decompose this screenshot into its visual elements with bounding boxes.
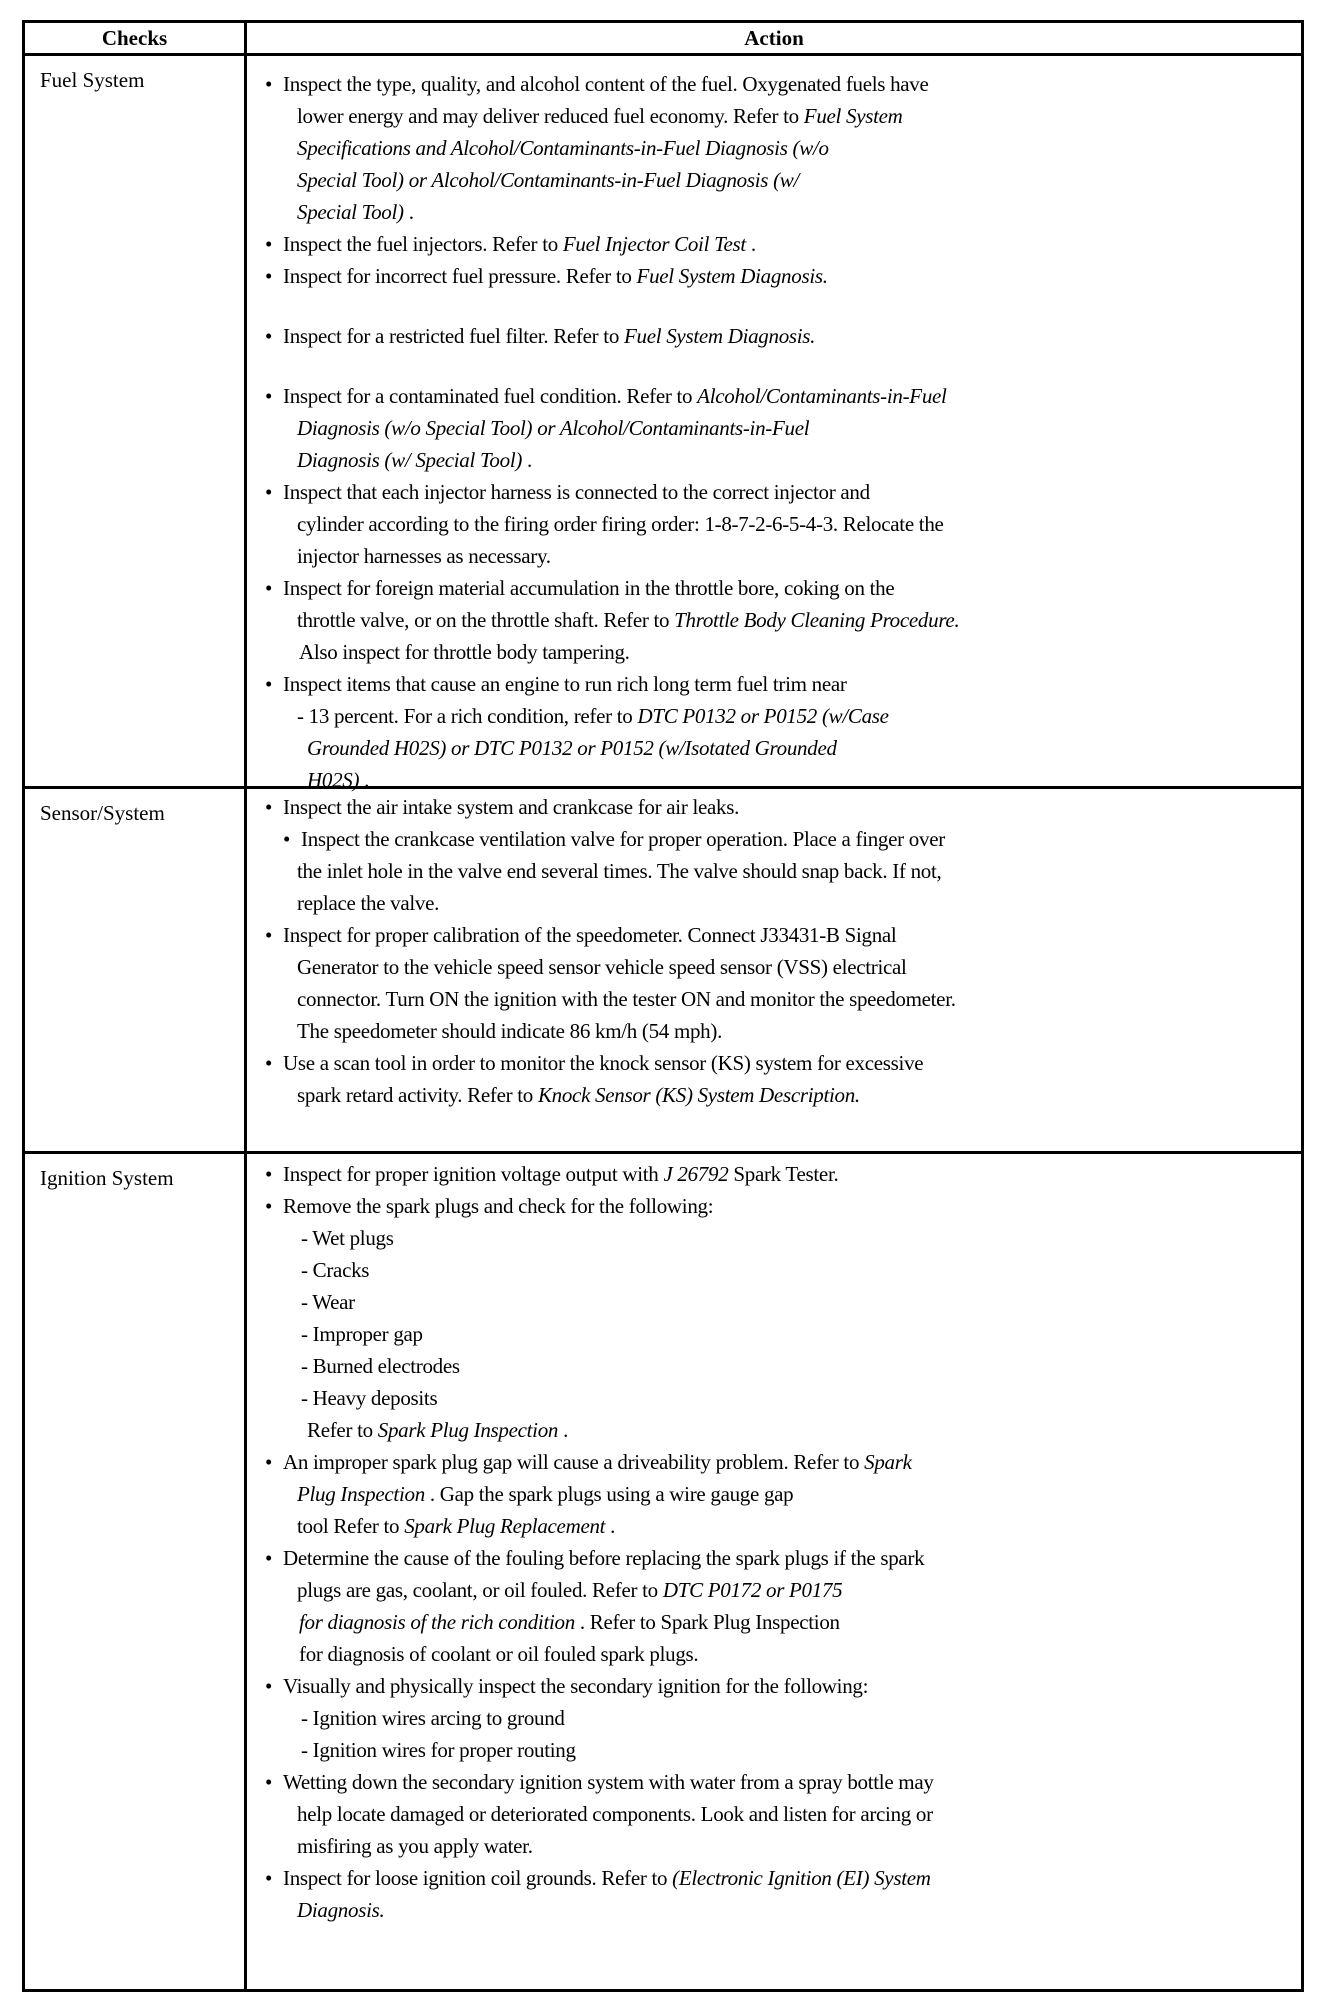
action-line [265, 923, 896, 947]
action-line [297, 168, 799, 192]
reference-text: Fuel System [803, 104, 903, 128]
bullet-marker: • [265, 324, 273, 348]
reference-text: Special Tool) or Alcohol/Contaminants-in-Fuel Diagnosis (w/ [297, 168, 800, 192]
reference-text: Diagnosis (w/ Special Tool) [297, 448, 523, 472]
action-cell [246, 55, 1303, 792]
line-text: Wetting down the secondary ignition system with water from a spray bottle may [283, 1770, 934, 1794]
reference-text: H02S) [307, 768, 360, 792]
line-text: the inlet hole in the valve end several times. The valve should snap back. If not, [297, 859, 942, 883]
bullet-marker: • [265, 1770, 273, 1794]
bullet-marker: • [265, 1546, 273, 1570]
line-text: . [558, 1418, 569, 1442]
action-line [297, 136, 829, 160]
action-line [297, 955, 907, 979]
reference-text: Spark Plug Inspection [377, 1418, 559, 1442]
bullet-marker: • [265, 1162, 273, 1186]
action-line [307, 1418, 568, 1442]
action-line [297, 891, 439, 915]
action-line [299, 1610, 840, 1634]
check-cell: Sensor/System [24, 788, 246, 1153]
line-text: help locate damaged or deteriorated components. Look and listen for arcing or [297, 1802, 933, 1826]
line-text: Use a scan tool in order to monitor the knock sensor (KS) system for excessive [283, 1051, 924, 1075]
line-text: lower energy and may deliver reduced fuel economy. Refer to [297, 104, 804, 128]
reference-text: Alcohol/Contaminants-in-Fuel [697, 384, 947, 408]
reference-text: Plug Inspection [297, 1482, 425, 1506]
action-line [301, 1290, 355, 1314]
line-text: Remove the spark plugs and check for the following: [283, 1194, 714, 1218]
check-cell: Fuel System [24, 55, 246, 788]
line-text: Generator to the vehicle speed sensor vehicle speed sensor (VSS) electrical [297, 955, 907, 979]
bullet-marker: • [265, 264, 273, 288]
bullet-marker: • [265, 1051, 273, 1075]
reference-text: DTC P0172 or P0175 [662, 1578, 843, 1602]
line-text: Spark Tester. [728, 1162, 839, 1186]
reference-text: Diagnosis (w/o Special Tool) or Alcohol/Contaminants-in-Fuel [297, 416, 810, 440]
bullet-marker: • [265, 384, 273, 408]
action-line [301, 1226, 394, 1250]
action-line [265, 232, 756, 256]
line-text: misfiring as you apply water. [297, 1834, 533, 1858]
action-line [297, 512, 944, 536]
line-text: Inspect for a contaminated fuel condition. Refer to [283, 384, 698, 408]
line-text: . [605, 1514, 616, 1538]
action-line [297, 1834, 533, 1858]
line-text: connector. Turn ON the ignition with the tester ON and monitor the speedometer. [297, 987, 956, 1011]
action-line [297, 1083, 860, 1107]
reference-text: DTC P0132 or P0152 (w/Case [637, 704, 889, 728]
action-line [265, 1450, 912, 1474]
action-line [297, 987, 956, 1011]
action-line [297, 416, 809, 440]
line-text: tool Refer to [297, 1514, 405, 1538]
reference-text: Diagnosis. [297, 1898, 385, 1922]
action-line [265, 576, 894, 600]
line-text: . [522, 448, 532, 472]
action-header: Action [246, 22, 1303, 55]
bullet-marker: • [265, 232, 273, 256]
reference-text: Specifications and Alcohol/Contaminants-in-Fuel Diagnosis (w/o [297, 136, 829, 160]
line-text: - Burned electrodes [301, 1354, 460, 1378]
action-cell [246, 788, 1303, 1153]
action-line [265, 1051, 923, 1075]
checks-action-table [22, 20, 1304, 1992]
reference-text: (Electronic Ignition (EI) System [672, 1866, 931, 1890]
line-text: Also inspect for throttle body tampering. [299, 640, 630, 664]
action-line [265, 72, 929, 96]
action-lines [247, 1154, 1301, 1989]
line-text: Inspect for proper ignition voltage output with [283, 1162, 664, 1186]
bullet-marker: • [283, 827, 291, 851]
table-row-fuel-system [24, 55, 1303, 788]
action-line [297, 104, 903, 128]
reference-text: Spark Plug Replacement [404, 1514, 606, 1538]
action-line [297, 859, 942, 883]
reference-text: Grounded H02S) or DTC P0132 or P0152 (w/Isotated Grounded [307, 736, 837, 760]
action-line [265, 1194, 713, 1218]
action-line [297, 1898, 384, 1922]
action-line [299, 1642, 698, 1666]
line-text: Inspect for a restricted fuel filter. Refer to [283, 324, 624, 348]
action-lines [247, 789, 1301, 1151]
line-text: spark retard activity. Refer to [297, 1083, 538, 1107]
action-line [297, 1019, 722, 1043]
bullet-marker: • [265, 1674, 273, 1698]
bullet-marker: • [265, 923, 273, 947]
line-text: . [403, 200, 414, 224]
action-line [265, 1162, 838, 1186]
action-line [297, 1802, 933, 1826]
line-text: . [745, 232, 756, 256]
line-text: Inspect items that cause an engine to run rich long term fuel trim near [283, 672, 847, 696]
action-line [297, 1514, 615, 1538]
line-text: Inspect for foreign material accumulation in the throttle bore, coking on the [283, 576, 895, 600]
bullet-marker: • [265, 1450, 273, 1474]
action-line [301, 1706, 565, 1730]
line-text: - Wet plugs [301, 1226, 394, 1250]
action-line [301, 1738, 576, 1762]
action-line [297, 608, 959, 632]
action-line [265, 384, 947, 408]
line-text: plugs are gas, coolant, or oil fouled. Refer to [297, 1578, 663, 1602]
line-text: throttle valve, or on the throttle shaft. Refer to [297, 608, 675, 632]
bullet-marker: • [265, 795, 273, 819]
line-text: replace the valve. [297, 891, 440, 915]
bullet-marker: • [265, 1866, 273, 1890]
line-text: Inspect the air intake system and crankcase for air leaks. [283, 795, 740, 819]
reference-text: Fuel Injector Coil Test [562, 232, 746, 256]
reference-text: Throttle Body Cleaning Procedure. [674, 608, 960, 632]
bullet-marker: • [265, 672, 273, 696]
line-text: Determine the cause of the fouling before replacing the spark plugs if the spark [283, 1546, 925, 1570]
action-line [265, 480, 870, 504]
action-line [265, 1866, 931, 1890]
line-text: - Ignition wires for proper routing [301, 1738, 576, 1762]
action-line [265, 324, 815, 348]
action-line [265, 1770, 934, 1794]
action-line [265, 1546, 924, 1570]
action-line [297, 200, 414, 224]
table-row-sensor-system [24, 788, 1303, 1153]
action-line [297, 544, 551, 568]
action-line [297, 1578, 842, 1602]
line-text: Inspect the crankcase ventilation valve for proper operation. Place a finger over [301, 827, 945, 851]
action-cell [246, 1153, 1303, 1991]
line-text: Inspect the type, quality, and alcohol content of the fuel. Oxygenated fuels have [283, 72, 929, 96]
action-line [265, 264, 828, 288]
action-line [301, 1386, 437, 1410]
line-text: - Improper gap [301, 1322, 423, 1346]
action-line [297, 1482, 793, 1506]
action-line [297, 704, 889, 728]
action-lines [247, 56, 1301, 792]
action-line [301, 1322, 423, 1346]
action-line [265, 672, 847, 696]
line-text: Visually and physically inspect the secondary ignition for the following: [283, 1674, 869, 1698]
line-text: . Refer to Spark Plug Inspection [574, 1610, 840, 1634]
checks-header: Checks [24, 22, 246, 55]
line-text: Inspect for loose ignition coil grounds. Refer to [283, 1866, 673, 1890]
line-text: - Heavy deposits [301, 1386, 438, 1410]
action-line [265, 1674, 868, 1698]
reference-text: for diagnosis of the rich condition [299, 1610, 575, 1634]
reference-text: Spark [864, 1450, 912, 1474]
reference-text: Fuel System Diagnosis. [636, 264, 828, 288]
line-text: injector harnesses as necessary. [297, 544, 551, 568]
header-row [24, 22, 1303, 55]
line-text: for diagnosis of coolant or oil fouled spark plugs. [299, 1642, 699, 1666]
line-text: Inspect for incorrect fuel pressure. Refer to [283, 264, 637, 288]
line-text: - Ignition wires arcing to ground [301, 1706, 565, 1730]
line-text: Inspect that each injector harness is connected to the correct injector and [283, 480, 870, 504]
bullet-marker: • [265, 72, 273, 96]
action-line [301, 1258, 369, 1282]
line-text: The speedometer should indicate 86 km/h (54 mph). [297, 1019, 723, 1043]
bullet-marker: • [265, 1194, 273, 1218]
line-text: Inspect for proper calibration of the speedometer. Connect J33431-B Signal [283, 923, 897, 947]
line-text: - Cracks [301, 1258, 370, 1282]
line-text: . Gap the spark plugs using a wire gauge gap [424, 1482, 794, 1506]
line-text: . [359, 768, 370, 792]
action-line [265, 795, 739, 819]
reference-text: J 26792 [663, 1162, 729, 1186]
table-row-ignition-system [24, 1153, 1303, 1991]
line-text: Refer to [307, 1418, 378, 1442]
line-text: An improper spark plug gap will cause a driveability problem. Refer to [283, 1450, 865, 1474]
action-line [283, 827, 945, 851]
action-line [301, 1354, 460, 1378]
line-text: Inspect the fuel injectors. Refer to [283, 232, 563, 256]
action-line [299, 640, 630, 664]
line-text: cylinder according to the firing order firing order: 1-8-7-2-6-5-4-3. Relocate the [297, 512, 944, 536]
reference-text: Fuel System Diagnosis. [624, 324, 816, 348]
action-line [307, 736, 837, 760]
check-cell: Ignition System [24, 1153, 246, 1991]
action-line [297, 448, 532, 472]
bullet-marker: • [265, 576, 273, 600]
bullet-marker: • [265, 480, 273, 504]
line-text: - Wear [301, 1290, 355, 1314]
reference-text: Knock Sensor (KS) System Description. [537, 1083, 860, 1107]
reference-text: Special Tool) [297, 200, 404, 224]
line-text: - 13 percent. For a rich condition, refer to [297, 704, 638, 728]
